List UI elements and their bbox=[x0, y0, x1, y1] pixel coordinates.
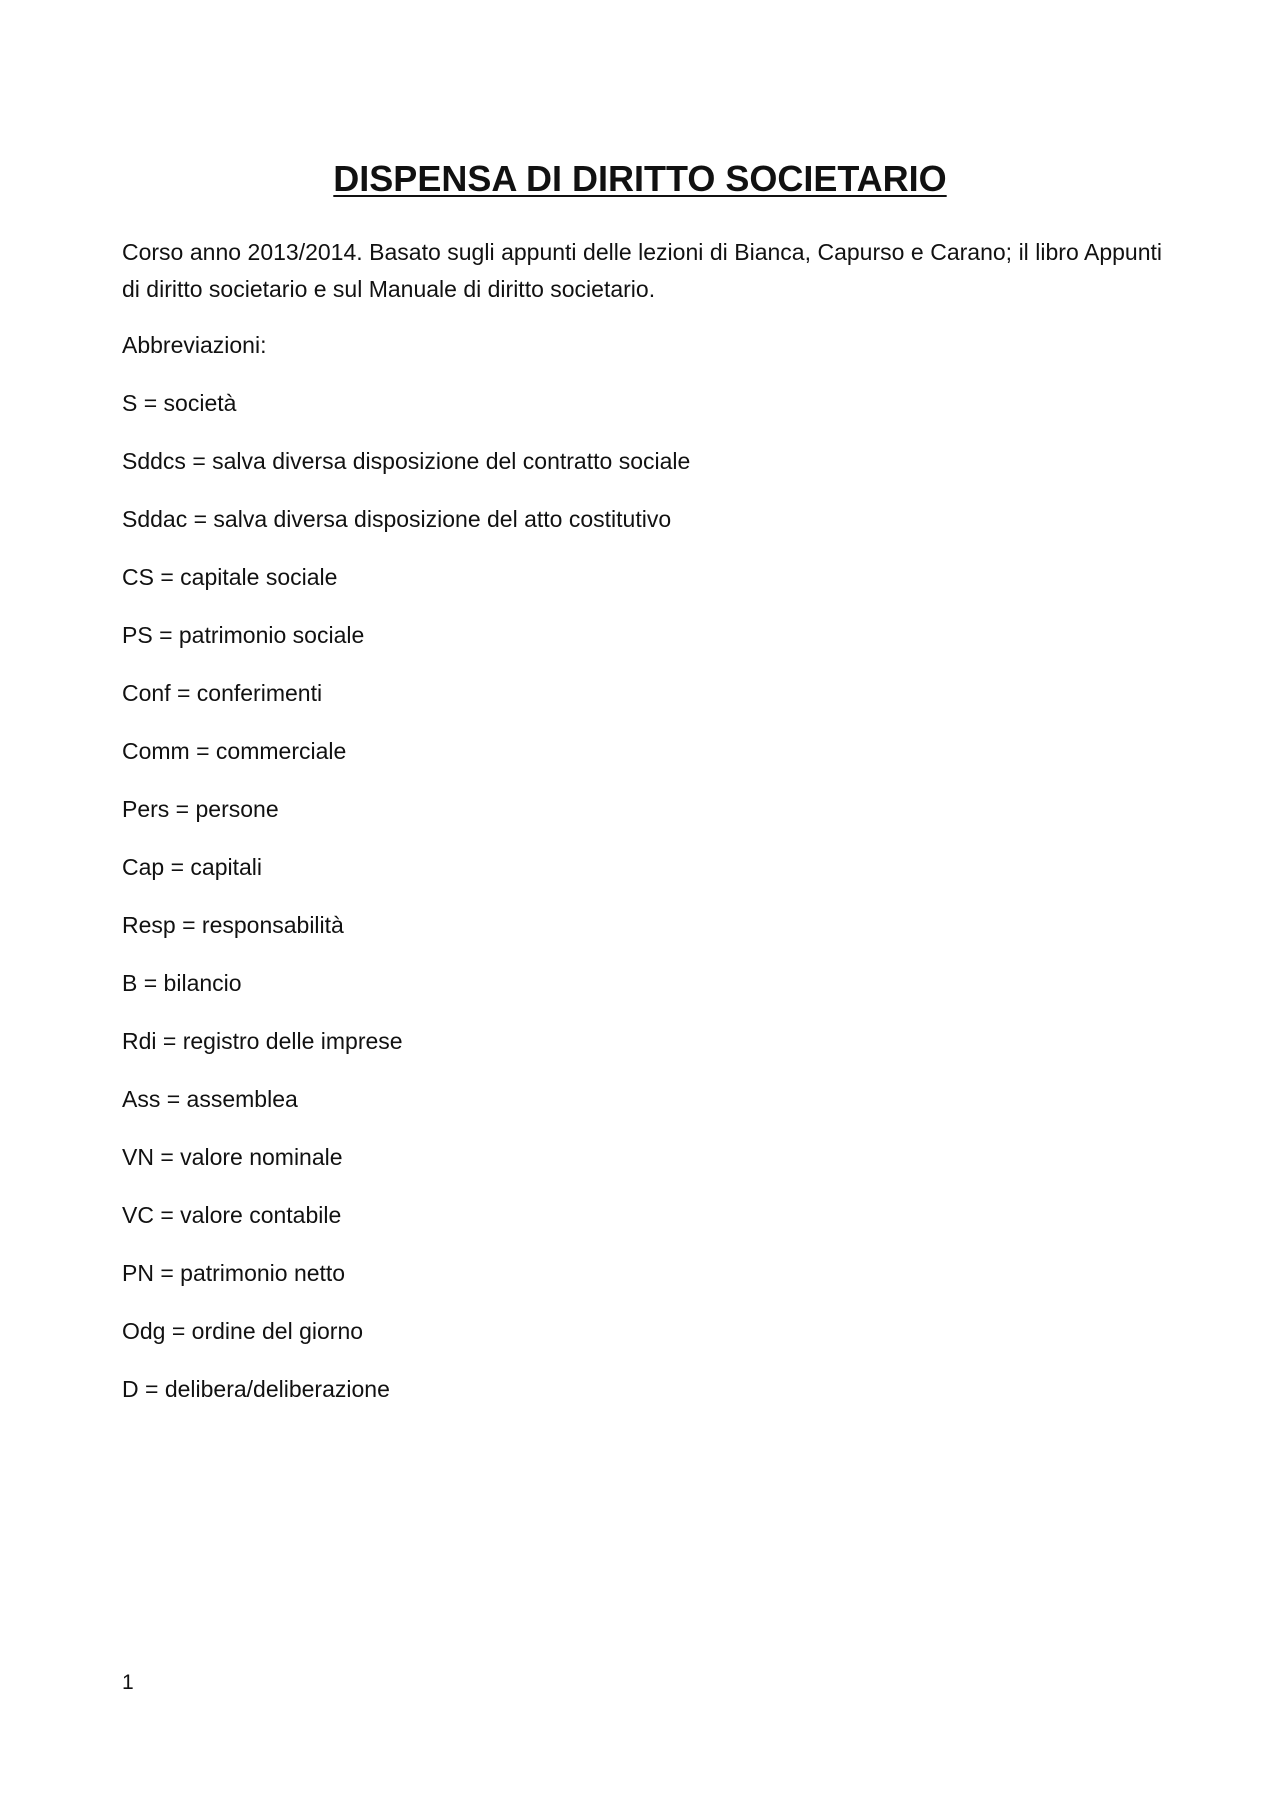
abbreviation-item: Rdi = registro delle imprese bbox=[122, 1028, 403, 1054]
abbreviation-item: Conf = conferimenti bbox=[122, 680, 323, 706]
abbreviations-heading: Abbreviazioni: bbox=[122, 332, 267, 358]
abbreviation-item: Cap = capitali bbox=[122, 854, 262, 880]
abbreviation-item: PN = patrimonio netto bbox=[122, 1260, 346, 1286]
abbreviation-item: D = delibera/deliberazione bbox=[122, 1376, 390, 1402]
abbreviation-item: B = bilancio bbox=[122, 970, 242, 996]
abbreviation-item: Odg = ordine del giorno bbox=[122, 1318, 364, 1344]
document-title-text: DISPENSA DI DIRITTO SOCIETARIO bbox=[333, 158, 947, 199]
abbreviation-item: CS = capitale sociale bbox=[122, 564, 338, 590]
abbreviation-item: Comm = commerciale bbox=[122, 738, 347, 764]
abbreviation-item: Pers = persone bbox=[122, 796, 279, 822]
abbreviation-item: S = società bbox=[122, 390, 237, 416]
abbreviation-item: VN = valore nominale bbox=[122, 1144, 343, 1170]
intro-paragraph: Corso anno 2013/2014. Basato sugli appunti delle lezioni di Bianca, Capurso e Carano; il libro Appunti di diritto societario e sul Manuale di diritto societario. bbox=[122, 239, 1162, 302]
abbreviation-item: PS = patrimonio sociale bbox=[122, 622, 365, 648]
abbreviation-item: Sddcs = salva diversa disposizione del contratto sociale bbox=[122, 448, 691, 474]
abbreviation-item: Ass = assemblea bbox=[122, 1086, 298, 1112]
abbreviation-item: Resp = responsabilità bbox=[122, 912, 344, 938]
abbreviation-item: Sddac = salva diversa disposizione del atto costitutivo bbox=[122, 506, 672, 532]
document-title bbox=[0, 157, 1280, 201]
abbreviation-item: VC = valore contabile bbox=[122, 1202, 342, 1228]
page-number: 1 bbox=[122, 1671, 134, 1694]
abbreviations-list bbox=[122, 385, 690, 1429]
